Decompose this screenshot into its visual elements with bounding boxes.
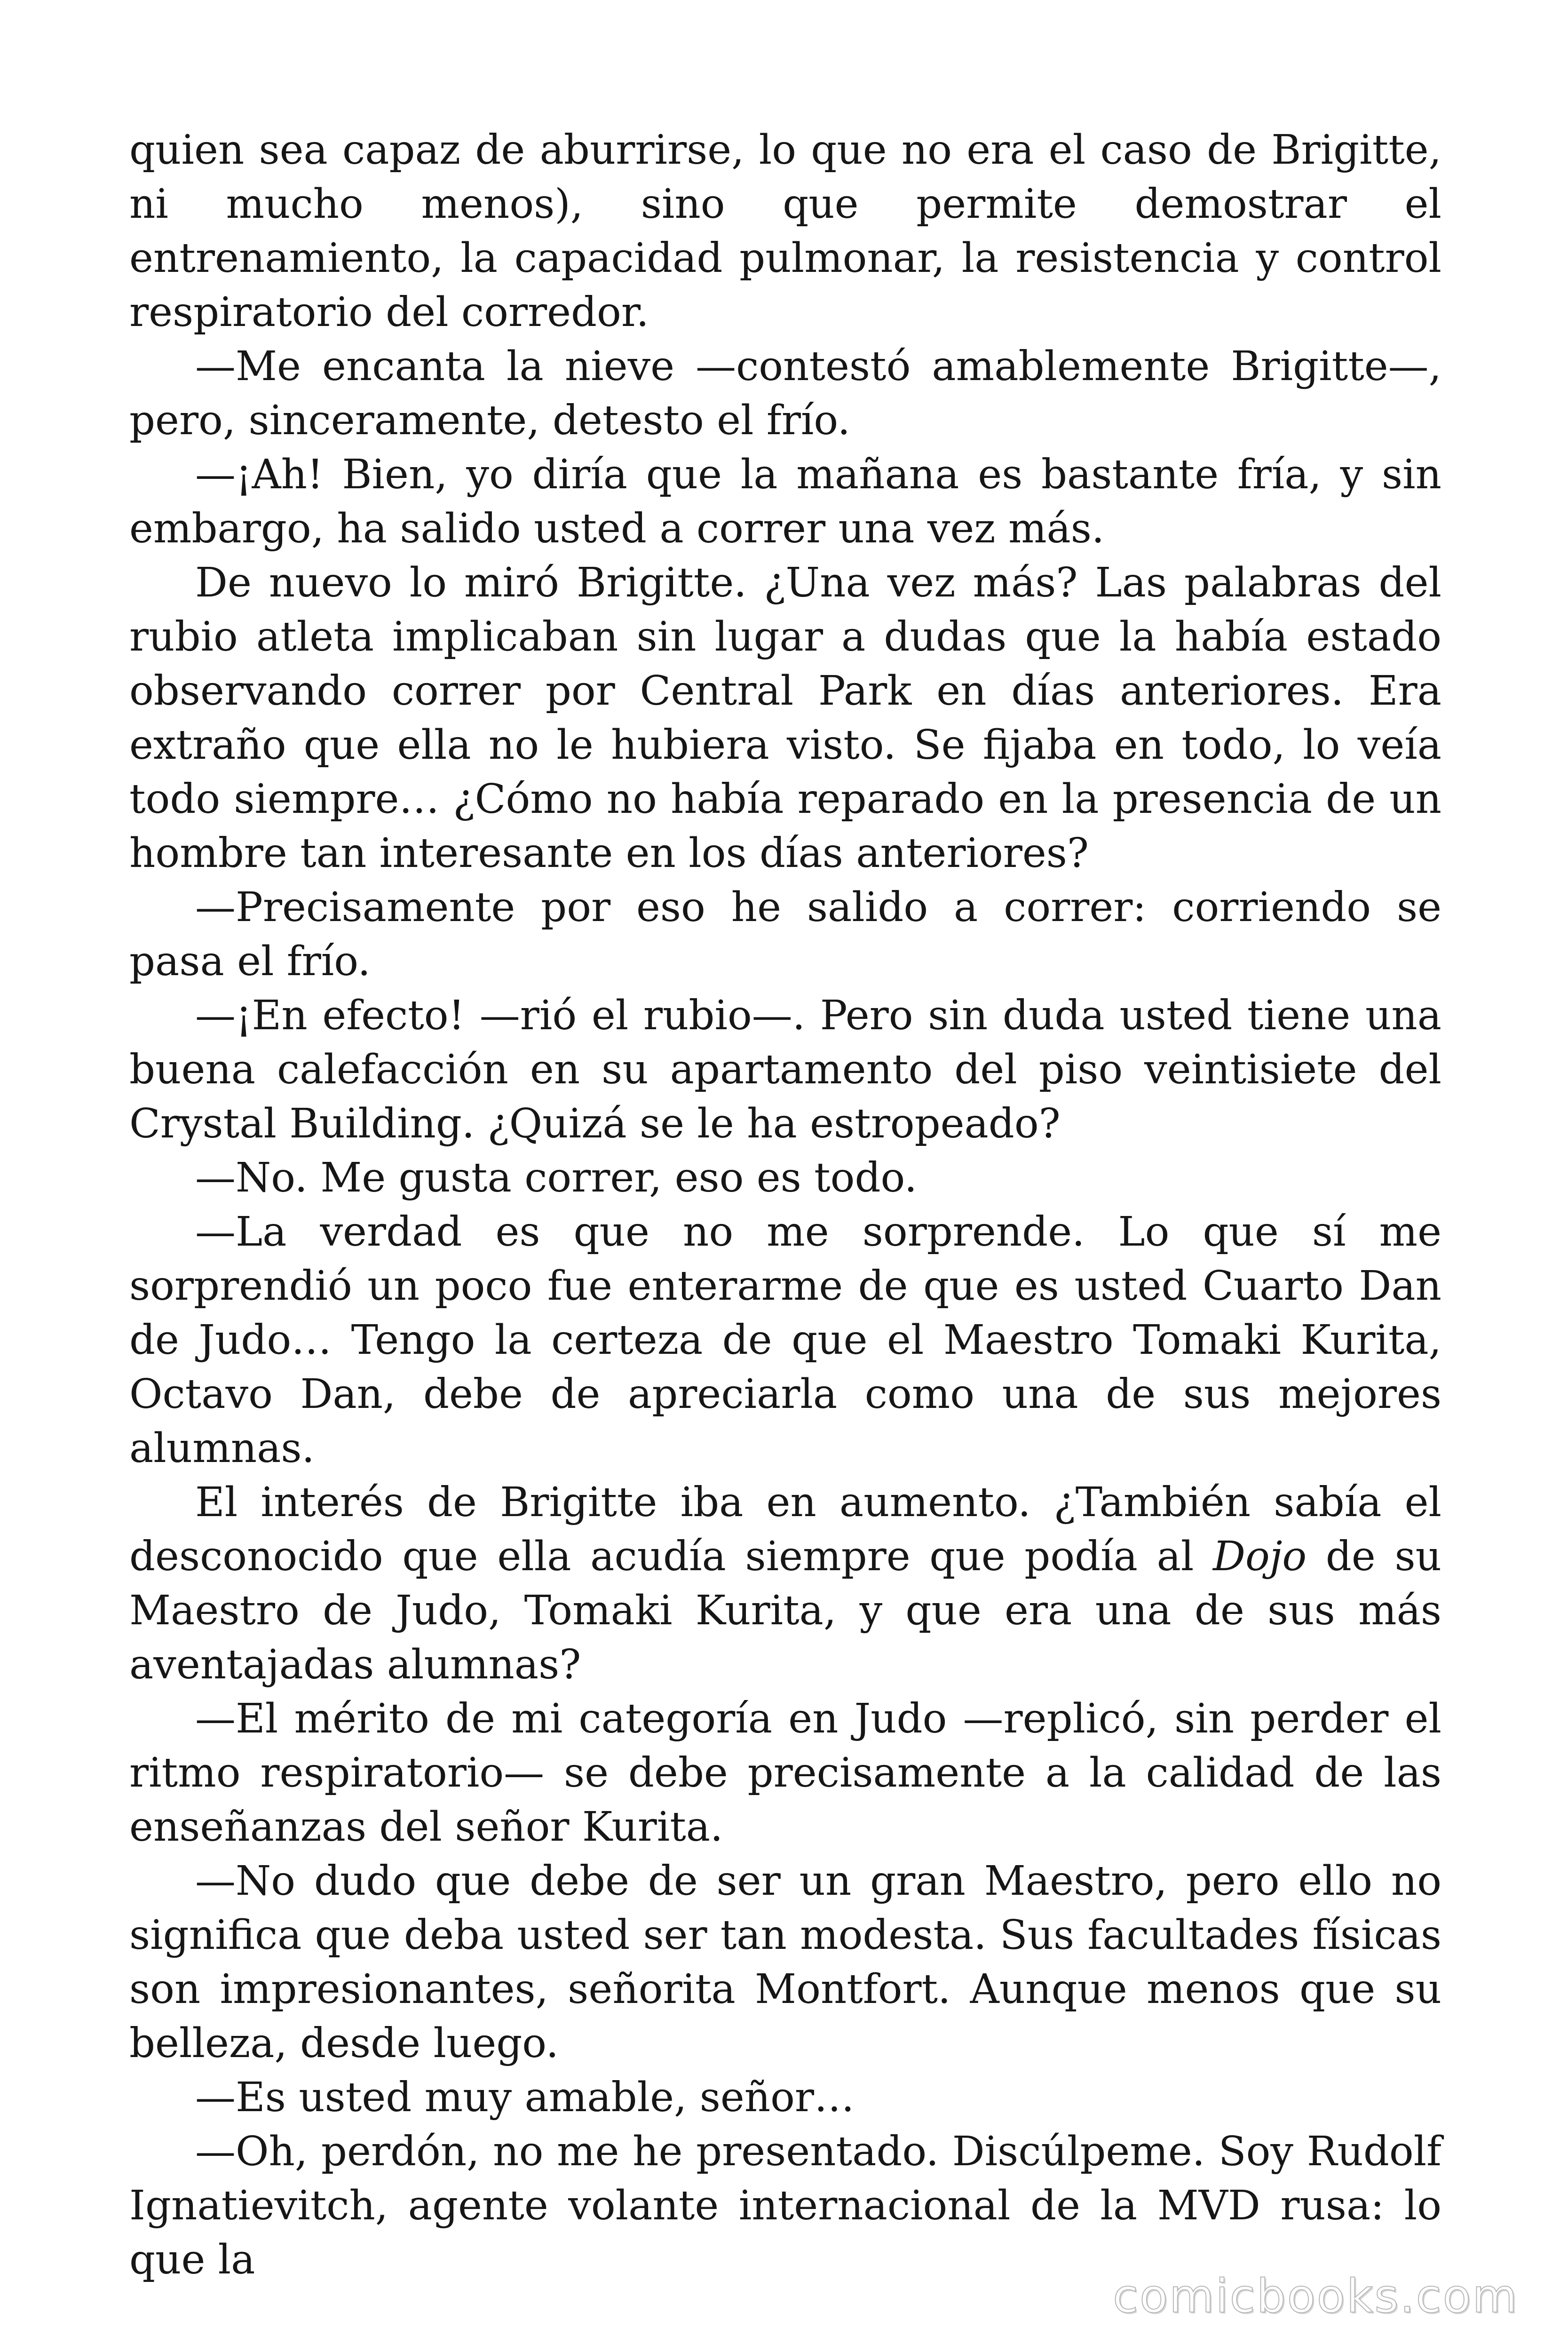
text-run: de su Maestro de Judo, Tomaki Kurita, y que era una de sus más aventajadas alumnas? [129,1533,1441,1688]
paragraph-narration [129,1476,1441,1692]
page-body [129,123,1441,2287]
paragraph-dialogue: —Precisamente por eso he salido a correr: corriendo se pasa el frío. [129,884,1441,985]
watermark: comicbooks.com [1113,2270,1519,2323]
italic-term: Dojo [1213,1533,1307,1580]
paragraph-dialogue: —El mérito de mi categoría en Judo —replicó, sin perder el ritmo respiratorio— se debe precisamente a la calidad de las enseñanzas del señor Kurita. [129,1695,1441,1851]
text-run: El interés de Brigitte iba en aumento. ¿También sabía el desconocido que ella acudía siempre que podía al [129,1479,1441,1580]
paragraph-dialogue: —¡En efecto! —rió el rubio—. Pero sin duda usted tiene una buena calefacción en su apartamento del piso veintisiete del Crystal Building. ¿Quizá se le ha estropeado? [129,992,1441,1147]
paragraph-dialogue: —Es usted muy amable, señor… [195,2074,855,2121]
paragraph-dialogue: —No. Me gusta correr, eso es todo. [195,1154,918,1201]
paragraph-continuation: quien sea capaz de aburrirse, lo que no era el caso de Brigitte, ni mucho menos), sino que permite demostrar el entrenamiento, la capacidad pulmonar, la resistencia y control respiratorio del corredor. [129,127,1441,336]
paragraph-dialogue: —No dudo que debe de ser un gran Maestro, pero ello no significa que deba usted ser tan modesta. Sus facultades físicas son impresionantes, señorita Montfort. Aunque menos que su belleza, desde luego. [129,1858,1441,2067]
paragraph-dialogue: —Oh, perdón, no me he presentado. Discúlpeme. Soy Rudolf Ignatievitch, agente volante internacional de la MVD rusa: lo que la [129,2128,1441,2283]
paragraph-dialogue: —¡Ah! Bien, yo diría que la mañana es bastante fría, y sin embargo, ha salido usted a correr una vez más. [129,451,1441,552]
paragraph-narration: De nuevo lo miró Brigitte. ¿Una vez más? Las palabras del rubio atleta implicaban sin lugar a dudas que la había estado observando correr por Central Park en días anteriores. Era extraño que ella no le hubiera visto. Se fijaba en todo, lo veía todo siempre… ¿Cómo no había reparado en la presencia de un hombre tan interesante en los días anteriores? [129,559,1441,877]
paragraph-dialogue: —Me encanta la nieve —contestó amablemente Brigitte—, pero, sinceramente, detesto el frío. [129,343,1441,444]
paragraph-dialogue: —La verdad es que no me sorprende. Lo que sí me sorprendió un poco fue enterarme de que es usted Cuarto Dan de Judo… Tengo la certeza de que el Maestro Tomaki Kurita, Octavo Dan, debe de apreciarla como una de sus mejores alumnas. [129,1208,1441,1472]
